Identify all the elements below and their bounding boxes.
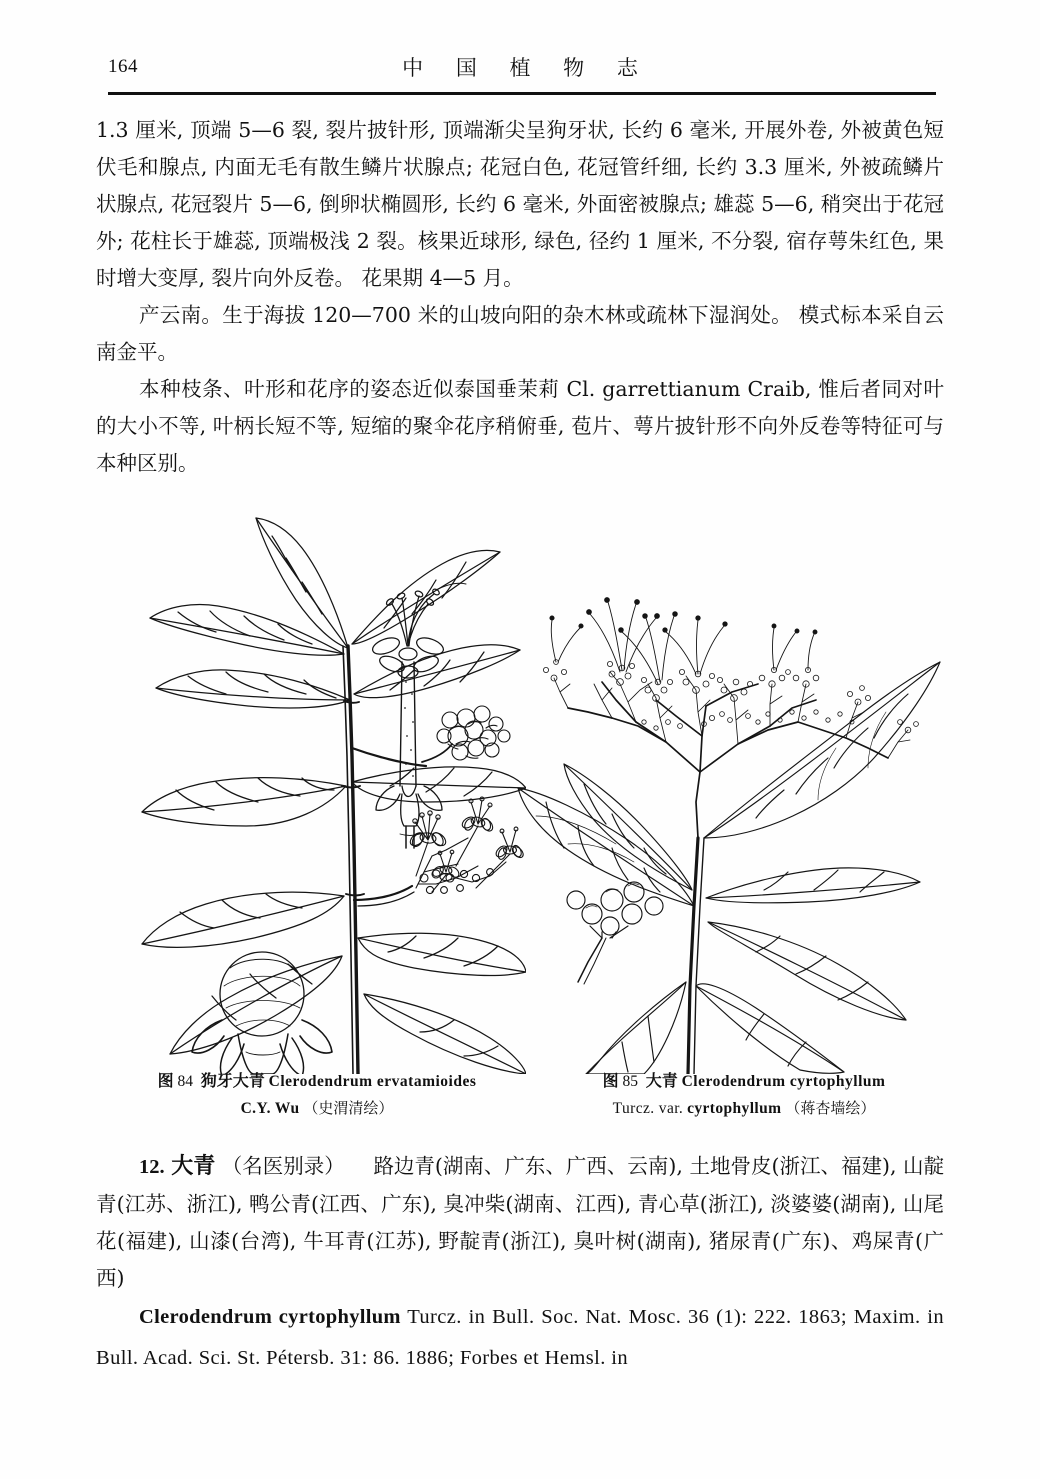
species-chinese-name: 大青 bbox=[171, 1153, 216, 1179]
figure-85-chinese-name: 大青 bbox=[645, 1071, 678, 1090]
page-header bbox=[108, 52, 932, 92]
book-title: 中 国 植 物 志 bbox=[402, 56, 651, 80]
species-entry bbox=[96, 1148, 944, 1379]
figure-85-variety: cyrtophyllum bbox=[687, 1100, 782, 1117]
species-citation bbox=[96, 1297, 944, 1379]
figure-85-author: Turcz. var. bbox=[612, 1100, 684, 1117]
figure-85-number: 85 bbox=[622, 1073, 638, 1090]
species-source: （名医别录） bbox=[221, 1154, 345, 1178]
figure-85-illustration bbox=[516, 486, 952, 1074]
figure-84-number: 84 bbox=[177, 1073, 193, 1090]
species-number: 12. bbox=[139, 1156, 165, 1178]
figure-85-scientific-name: Clerodendrum cyrtophyllum bbox=[681, 1073, 886, 1090]
citation-references: Turcz. in Bull. Soc. Nat. Mosc. 36 (1): 222. 1863; Maxim. in Bull. Acad. Sci. St. Pétersb. 31: 86. 1886; Forbes et Hemsl. in bbox=[96, 1306, 944, 1369]
figure-block bbox=[96, 486, 952, 1074]
figure-84-illustration bbox=[106, 486, 526, 1074]
species-common-names: 路边青(湖南、广东、广西、云南), 土地骨皮(浙江、福建), 山靛青(江苏、浙江), 鸭公青(江西、广东), 臭冲柴(湖南、江西), 青心草(浙江), 淡婆婆(湖南), 山尾花(福建), 山漆(台湾), 牛耳青(江苏), 野靛青(浙江), 臭叶树(湖南), 猪尿青(广东)、鸡屎青(广西) bbox=[96, 1154, 944, 1290]
figure-84-chinese-name: 狗牙大青 bbox=[200, 1071, 265, 1090]
figure-85-caption bbox=[536, 1068, 952, 1122]
figure-84-label: 图 bbox=[157, 1071, 174, 1090]
figure-captions bbox=[96, 1068, 952, 1134]
citation-binomial: Clerodendrum cyrtophyllum bbox=[139, 1306, 401, 1328]
figure-84-scientific-name: Clerodendrum ervatamioides bbox=[268, 1073, 477, 1090]
species-heading bbox=[96, 1148, 944, 1297]
paragraph-comparison: 本种枝条、叶形和花序的姿态近似泰国垂茉莉 Cl. garrettianum Craib, 惟后者同对叶的大小不等, 叶柄长短不等, 短缩的聚伞花序稍俯垂, 苞片、萼片披针形不向外反卷等特征可与本种区别。 bbox=[96, 377, 944, 475]
figure-85-label: 图 bbox=[602, 1071, 619, 1090]
paragraph-morphology: 1.3 厘米, 顶端 5—6 裂, 裂片披针形, 顶端渐尖呈狗牙状, 长约 6 毫米, 开展外卷, 外被黄色短伏毛和腺点, 内面无毛有散生鳞片状腺点; 花冠白色, 花冠管纤细, 长约 3.3 厘米, 外被疏鳞片状腺点, 花冠裂片 5—6, 倒卵状椭圆形, 长约 6 毫米, 外面密被腺点; 雄蕊 5—6, 稍突出于花冠外; 花柱长于雄蕊, 顶端极浅 2 裂。核果近球形, 绿色, 径约 1 厘米, 不分裂, 宿存萼朱红色, 果时增大变厚, 裂片向外反卷。 花果期 4—5 月。 bbox=[96, 118, 944, 290]
figure-84-caption bbox=[102, 1068, 532, 1122]
figure-84-author: C.Y. Wu bbox=[240, 1100, 300, 1117]
body-text bbox=[96, 112, 944, 482]
page-number: 164 bbox=[108, 56, 138, 77]
paragraph-distribution: 产云南。生于海拔 120—700 米的山坡向阳的杂木林或疏林下湿润处。 模式标本采自云南金平。 bbox=[96, 303, 944, 364]
figure-85-artist: （蒋杏墙绘） bbox=[785, 1099, 876, 1117]
header-rule bbox=[108, 92, 936, 95]
figure-84-artist: （史渭清绘） bbox=[303, 1099, 394, 1117]
